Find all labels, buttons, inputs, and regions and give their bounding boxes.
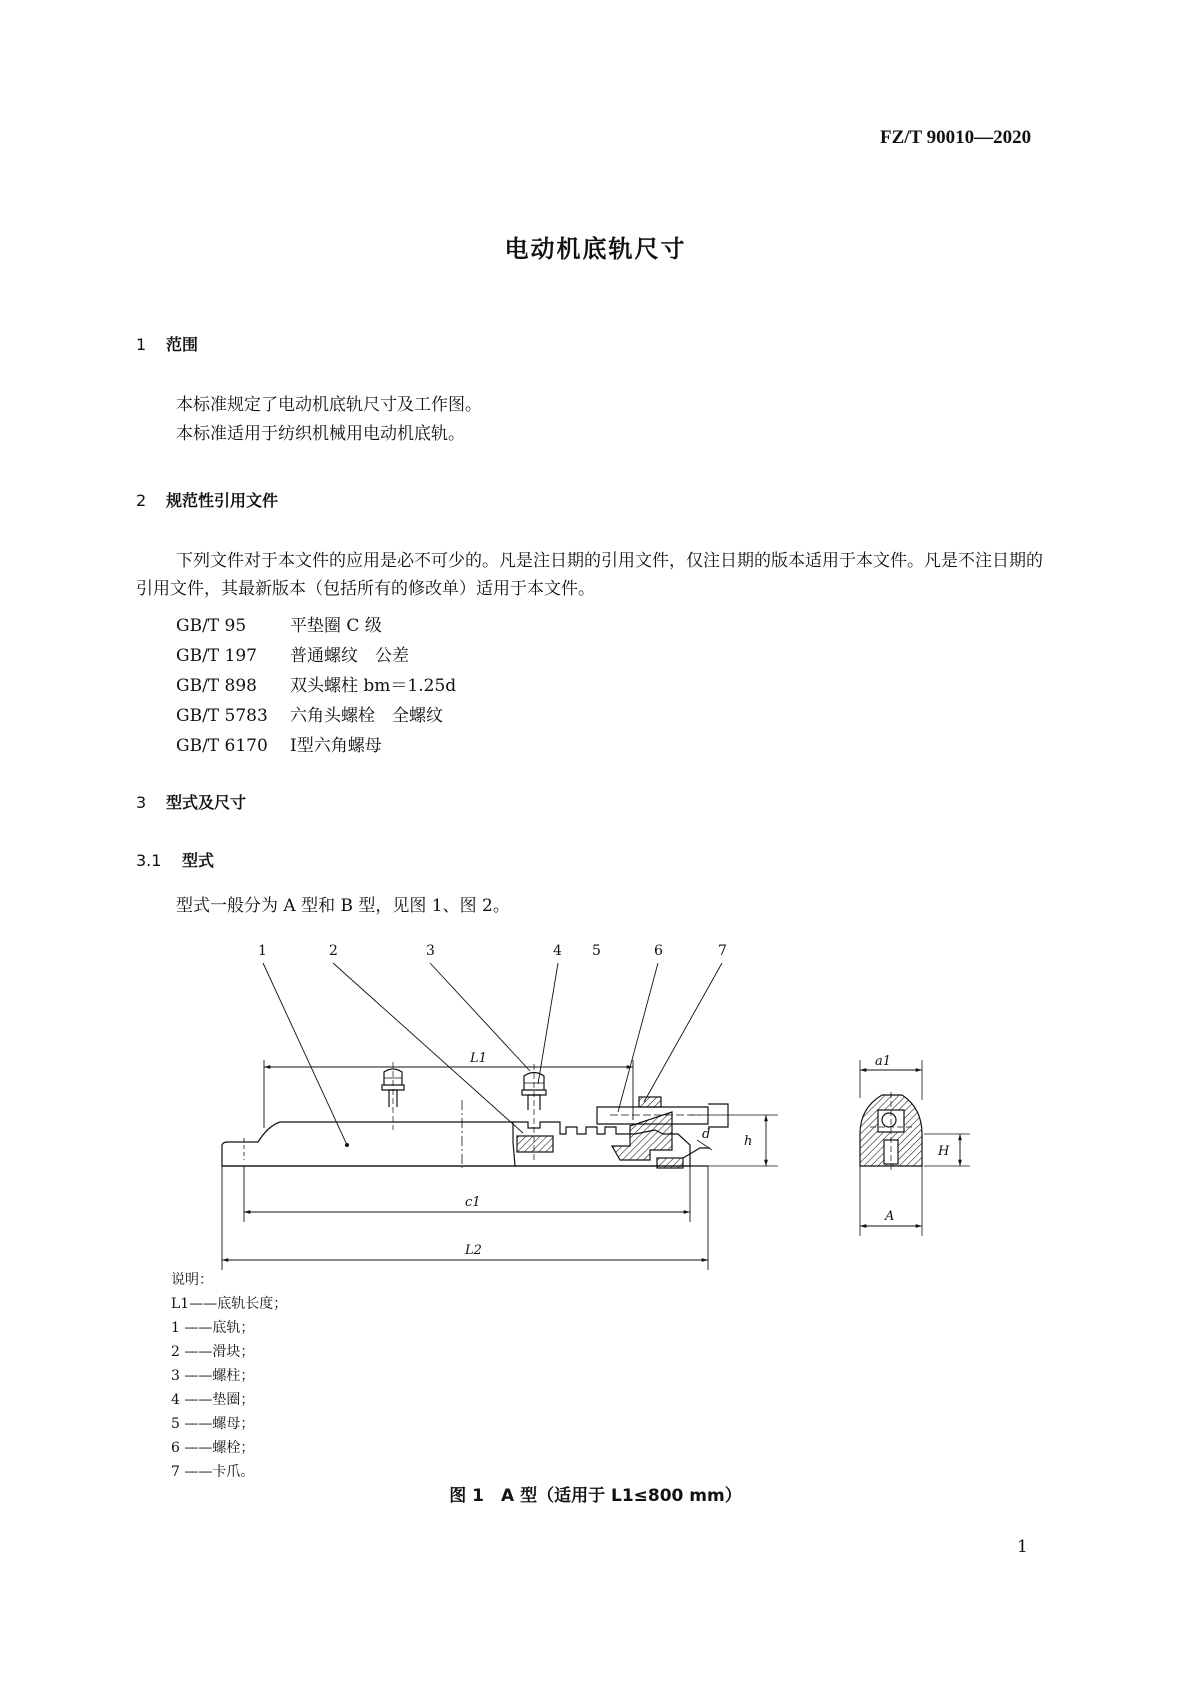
cross-section [860,1060,970,1236]
section-title: 规范性引用文件 [166,491,279,510]
rail-base [222,1122,515,1166]
legend-item: 6 ——螺栓； [171,1440,255,1456]
callout-2: 2 [329,943,338,959]
reference-code: GB/T 5783 [176,706,268,726]
legend-item: 1 ——底轨； [171,1320,255,1336]
section-number: 3 [136,793,147,812]
reference-code: GB/T 898 [176,676,257,696]
section-number: 1 [136,335,147,354]
callout-3: 3 [426,943,435,959]
callout-6: 6 [654,943,663,959]
section-number: 2 [136,491,147,510]
page-number: 1 [1017,1537,1028,1557]
dim-a1-label: a1 [875,1054,892,1069]
reference-code: GB/T 6170 [176,736,268,756]
callout-4: 4 [553,943,562,959]
section-2-intro: 下列文件对于本文件的应用是必不可少的。凡是注日期的引用文件，仅注日期的版本适用于本文件。凡是不注日期的引用文件，其最新版本（包括所有的修改单）适用于本文件。 [136,551,1043,599]
claw [612,1112,672,1160]
callout-7: 7 [718,943,727,959]
slider-block [517,1136,553,1152]
legend-item: 2 ——滑块； [171,1344,255,1360]
legend-item: 7 ——卡爪。 [171,1464,255,1480]
dim-c1-label: c1 [465,1195,481,1210]
dim-L2-label: L2 [465,1243,482,1258]
legend-title: 说明： [171,1272,213,1288]
section-3-1-paragraph: 型式一般分为 A 型和 B 型，见图 1、图 2。 [176,896,510,916]
section-1-paragraph: 本标准规定了电动机底轨尺寸及工作图。 [176,395,482,415]
document-title: 电动机底轨尺寸 [504,235,687,263]
legend-item: 3 ——螺柱； [171,1368,255,1384]
reference-title: 六角头螺栓 全螺纹 [290,706,443,726]
reference-title: Ⅰ型六角螺母 [290,736,382,756]
dim-H-label: H [938,1144,950,1159]
legend-item: 5 ——螺母； [171,1416,255,1432]
dim-A-label: A [885,1209,895,1224]
figure-caption: 图 1 A 型（适用于 L1≤800 mm） [449,1486,742,1506]
callout-5: 5 [592,943,601,959]
section-1-paragraph: 本标准适用于纺织机械用电动机底轨。 [176,424,465,444]
legend-item: 4 ——垫圈； [171,1392,255,1408]
section-title: 范围 [166,335,199,354]
standard-number: FZ/T 90010—2020 [880,127,1032,148]
reference-code: GB/T 95 [176,616,247,636]
reference-title: 平垫圈 C 级 [290,616,382,636]
section-number: 3.1 [136,851,162,870]
callout-1: 1 [258,943,267,959]
reference-title: 双头螺柱 bm＝1.25d [290,676,457,696]
section-title: 型式 [182,851,215,870]
dim-d-label: d [702,1127,711,1142]
section-title: 型式及尺寸 [166,793,247,812]
reference-code: GB/T 197 [176,646,257,666]
legend [171,1268,287,1484]
legend-item: L1——底轨长度； [171,1296,288,1312]
dim-L1-label: L1 [470,1051,487,1066]
dim-h-label: h [744,1134,753,1149]
reference-title: 普通螺纹 公差 [290,646,409,666]
